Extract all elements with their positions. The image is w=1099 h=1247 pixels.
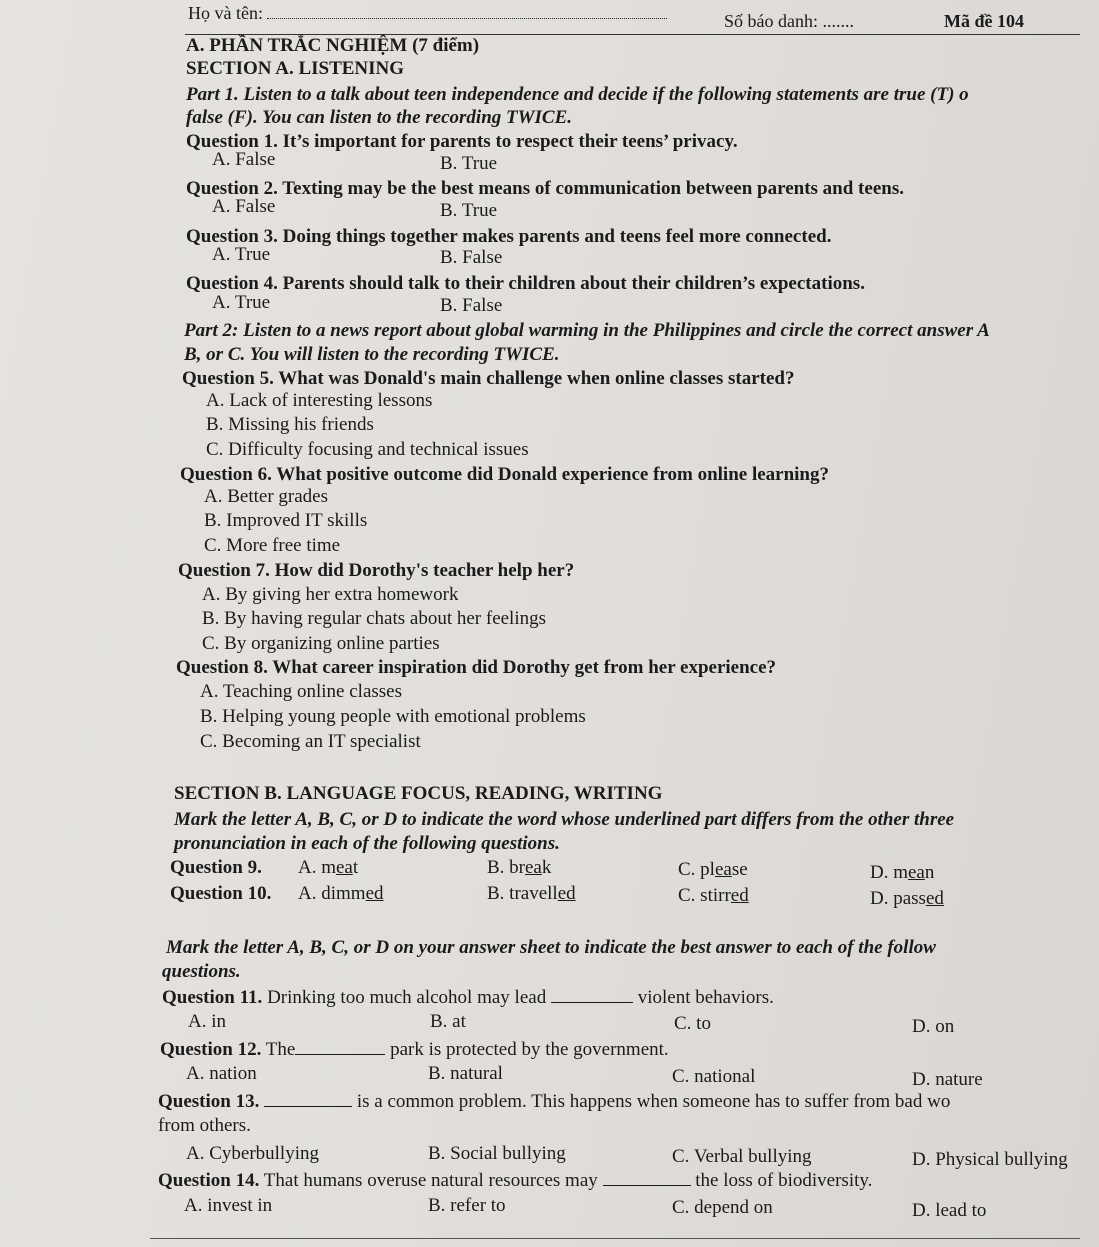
question-13-option-a[interactable]: A. Cyberbullying: [186, 1143, 319, 1164]
question-12-label: Question 12.: [160, 1039, 262, 1060]
question-12-text: [160, 1039, 669, 1061]
question-13-label: Question 13.: [158, 1091, 260, 1112]
option-d-underlined: ea: [908, 862, 925, 883]
question-9-option-d[interactable]: [870, 862, 934, 884]
question-4-text: Question 4. Parents should talk to their children about their children’s expectations.: [186, 273, 865, 294]
question-14-blank: [603, 1171, 691, 1186]
question-14-option-d[interactable]: D. lead to: [912, 1200, 987, 1221]
question-9-option-b[interactable]: [487, 857, 551, 879]
question-11-option-b[interactable]: B. at: [430, 1011, 466, 1032]
option-d-underlined: ed: [925, 888, 944, 909]
question-12-option-c[interactable]: C. national: [672, 1066, 756, 1087]
option-c-suffix: se: [731, 859, 748, 880]
footer-rule: [150, 1238, 1080, 1239]
question-9-option-a[interactable]: [298, 857, 358, 879]
pronunciation-instruction-line2: pronunciation in each of the following questions.: [174, 833, 560, 854]
question-14-option-c[interactable]: C. depend on: [672, 1197, 773, 1218]
part2-instruction-line2: B, or C. You will listen to the recording TWICE.: [184, 344, 560, 365]
question-12-stem-part2: park is protected by the government.: [390, 1039, 669, 1060]
option-a-prefix: A. dimm: [298, 883, 366, 904]
question-5-option-c[interactable]: C. Difficulty focusing and technical issues: [206, 439, 529, 460]
question-11-stem-part1: Drinking too much alcohol may lead: [267, 987, 547, 1008]
question-7-text: Question 7. How did Dorothy's teacher help her?: [178, 560, 575, 581]
question-13-blank: [264, 1092, 352, 1107]
question-8-option-b[interactable]: B. Helping young people with emotional problems: [200, 706, 586, 727]
section-b-title: SECTION B. LANGUAGE FOCUS, READING, WRITING: [174, 783, 663, 804]
question-9-label: Question 9.: [170, 857, 262, 878]
question-8-option-a[interactable]: A. Teaching online classes: [200, 681, 402, 702]
option-b-prefix: B. travell: [487, 883, 558, 904]
question-14-label: Question 14.: [158, 1170, 260, 1191]
question-14-stem-part1: That humans overuse natural resources may: [263, 1170, 598, 1191]
question-11-stem-part2: violent behaviors.: [637, 987, 774, 1008]
question-6-option-a[interactable]: A. Better grades: [204, 486, 328, 507]
question-10-label: Question 10.: [170, 883, 272, 904]
option-a-prefix: A. m: [298, 857, 336, 878]
section-a-title: SECTION A. LISTENING: [186, 58, 405, 79]
question-12-option-a[interactable]: A. nation: [186, 1063, 257, 1084]
name-label: Họ và tên:: [188, 3, 263, 23]
option-a-underlined: ea: [336, 857, 353, 878]
question-13-stem-part3: from others.: [158, 1115, 251, 1136]
question-10-option-c[interactable]: [678, 885, 749, 907]
question-8-option-c[interactable]: C. Becoming an IT specialist: [200, 731, 421, 752]
question-14-option-a[interactable]: A. invest in: [184, 1195, 273, 1216]
question-14-stem-part2: the loss of biodiversity.: [695, 1170, 873, 1191]
question-13-option-b[interactable]: B. Social bullying: [428, 1143, 566, 1164]
question-10-option-d[interactable]: [870, 888, 944, 910]
best-answer-instruction-line1: Mark the letter A, B, C, or D on your answer sheet to indicate the best answer to each of the follow: [166, 937, 936, 958]
name-dotted-line: [267, 6, 667, 19]
question-10-option-a[interactable]: [298, 883, 384, 905]
question-12-option-d[interactable]: D. nature: [912, 1069, 983, 1090]
option-b-prefix: B. br: [487, 857, 525, 878]
question-4-option-b[interactable]: B. False: [440, 295, 503, 316]
part1-instruction-line1: Part 1. Listen to a talk about teen independence and decide if the following statements are true (T) o: [186, 84, 969, 105]
question-3-option-b[interactable]: B. False: [440, 247, 503, 268]
question-3-option-a[interactable]: A. True: [212, 244, 271, 265]
question-11-option-d[interactable]: D. on: [912, 1016, 955, 1037]
question-4-option-a[interactable]: A. True: [212, 292, 271, 313]
question-2-option-b[interactable]: B. True: [440, 200, 498, 221]
best-answer-instruction-line2: questions.: [162, 961, 241, 982]
question-5-option-a[interactable]: A. Lack of interesting lessons: [206, 390, 433, 411]
option-c-prefix: C. stirr: [678, 885, 731, 906]
question-6-option-c[interactable]: C. More free time: [204, 535, 341, 556]
question-13-option-d[interactable]: D. Physical bullying: [912, 1149, 1068, 1170]
question-2-option-a[interactable]: A. False: [212, 196, 276, 217]
option-a-suffix: t: [352, 857, 359, 878]
question-13-text: [158, 1091, 950, 1113]
question-7-option-c[interactable]: C. By organizing online parties: [202, 633, 440, 654]
option-a-underlined: ed: [365, 883, 384, 904]
question-6-text: Question 6. What positive outcome did Donald experience from online learning?: [180, 464, 829, 485]
question-5-option-b[interactable]: B. Missing his friends: [206, 414, 374, 435]
part2-instruction-line1: Part 2: Listen to a news report about global warming in the Philippines and circle the correct answer A: [184, 320, 990, 341]
option-d-prefix: D. pass: [870, 888, 926, 909]
option-d-suffix: n: [924, 862, 935, 883]
question-13-stem-part2: is a common problem. This happens when someone has to suffer from bad wo: [356, 1091, 951, 1112]
question-10-option-b[interactable]: [487, 883, 576, 905]
candidate-number: Số báo danh: .......: [724, 11, 854, 31]
question-7-option-a[interactable]: A. By giving her extra homework: [202, 584, 459, 605]
question-8-text: Question 8. What career inspiration did Dorothy get from her experience?: [176, 657, 777, 678]
question-1-option-a[interactable]: A. False: [212, 149, 276, 170]
question-11-blank: [551, 988, 633, 1003]
option-c-underlined: ea: [714, 859, 732, 880]
option-c-prefix: C. pl: [678, 859, 715, 880]
option-b-underlined: ed: [557, 883, 576, 904]
part1-instruction-line2: false (F). You can listen to the recording TWICE.: [186, 107, 573, 128]
exam-code: Mã đề 104: [944, 11, 1024, 31]
question-1-option-b[interactable]: B. True: [440, 153, 498, 174]
question-11-label: Question 11.: [162, 987, 263, 1008]
question-7-option-b[interactable]: B. By having regular chats about her feelings: [202, 608, 547, 629]
question-1-text: Question 1. It’s important for parents to respect their teens’ privacy.: [186, 131, 738, 152]
question-11-option-c[interactable]: C. to: [674, 1013, 711, 1034]
question-6-option-b[interactable]: B. Improved IT skills: [204, 510, 368, 531]
option-c-underlined: ed: [730, 885, 749, 906]
question-14-option-b[interactable]: B. refer to: [428, 1195, 506, 1216]
question-12-stem-part1: The: [265, 1039, 296, 1060]
question-14-text: [158, 1170, 872, 1192]
question-13-option-c[interactable]: C. Verbal bullying: [672, 1146, 812, 1167]
pronunciation-instruction-line1: Mark the letter A, B, C, or D to indicate the word whose underlined part differs from the other three: [174, 809, 955, 830]
question-2-text: Question 2. Texting may be the best means of communication between parents and teens.: [186, 178, 904, 199]
question-3-text: Question 3. Doing things together makes parents and teens feel more connected.: [186, 226, 832, 247]
part-a-title: A. PHẦN TRẮC NGHIỆM (7 điểm): [186, 35, 480, 56]
question-11-option-a[interactable]: A. in: [188, 1011, 226, 1032]
option-d-prefix: D. m: [870, 862, 908, 883]
name-field: [188, 2, 667, 24]
option-b-underlined: ea: [525, 857, 542, 878]
question-12-blank: [295, 1040, 385, 1055]
option-b-suffix: k: [541, 857, 552, 878]
question-9-option-c[interactable]: [678, 859, 748, 881]
question-5-text: Question 5. What was Donald's main challenge when online classes started?: [182, 368, 795, 389]
question-11-text: [162, 987, 774, 1009]
question-12-option-b[interactable]: B. natural: [428, 1063, 503, 1084]
